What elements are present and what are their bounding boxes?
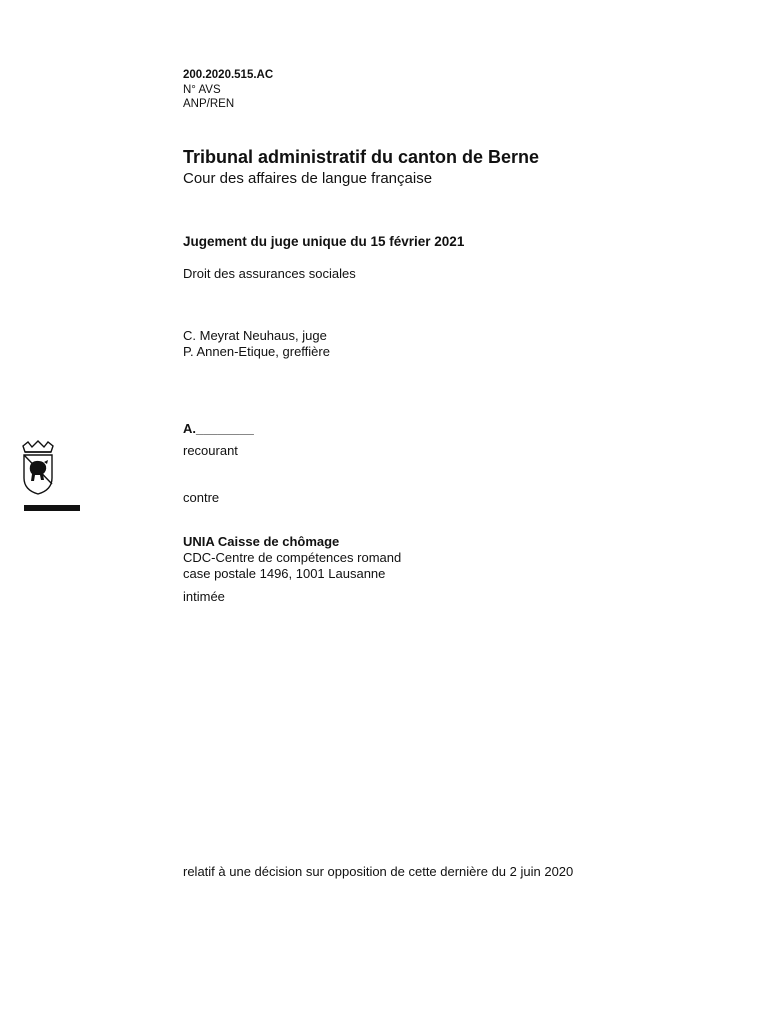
appellant-name: A.________ <box>183 421 254 436</box>
versus-label: contre <box>183 490 220 505</box>
judge-name: C. Meyrat Neuhaus, juge <box>183 328 327 343</box>
respondent-name: UNIA Caisse de chômage <box>183 534 340 549</box>
respondent-address-line2: case postale 1496, 1001 Lausanne <box>183 566 386 581</box>
case-reference-block <box>183 68 273 112</box>
court-composition <box>183 328 330 360</box>
respondent-block <box>183 534 401 582</box>
author-initials: ANP/REN <box>183 98 235 110</box>
coat-of-arms-underline <box>24 505 80 511</box>
respondent-role: intimée <box>183 589 225 604</box>
judgment-title: Jugement du juge unique du 15 février 2021 <box>183 234 465 249</box>
court-name: Tribunal administratif du canton de Berne <box>183 147 540 167</box>
clerk-name: P. Annen-Etique, greffière <box>183 344 330 359</box>
case-number: 200.2020.515.AC <box>183 69 274 81</box>
subject-matter: relatif à une décision sur opposition de cette dernière du 2 juin 2020 <box>183 864 574 879</box>
bern-coat-of-arms-icon <box>20 440 56 496</box>
court-section: Cour des affaires de langue française <box>183 170 433 187</box>
appellant-role: recourant <box>183 443 238 458</box>
avs-number-label: N° AVS <box>183 83 221 96</box>
respondent-address-line1: CDC-Centre de compétences romand <box>183 550 402 565</box>
legal-subject: Droit des assurances sociales <box>183 266 356 281</box>
